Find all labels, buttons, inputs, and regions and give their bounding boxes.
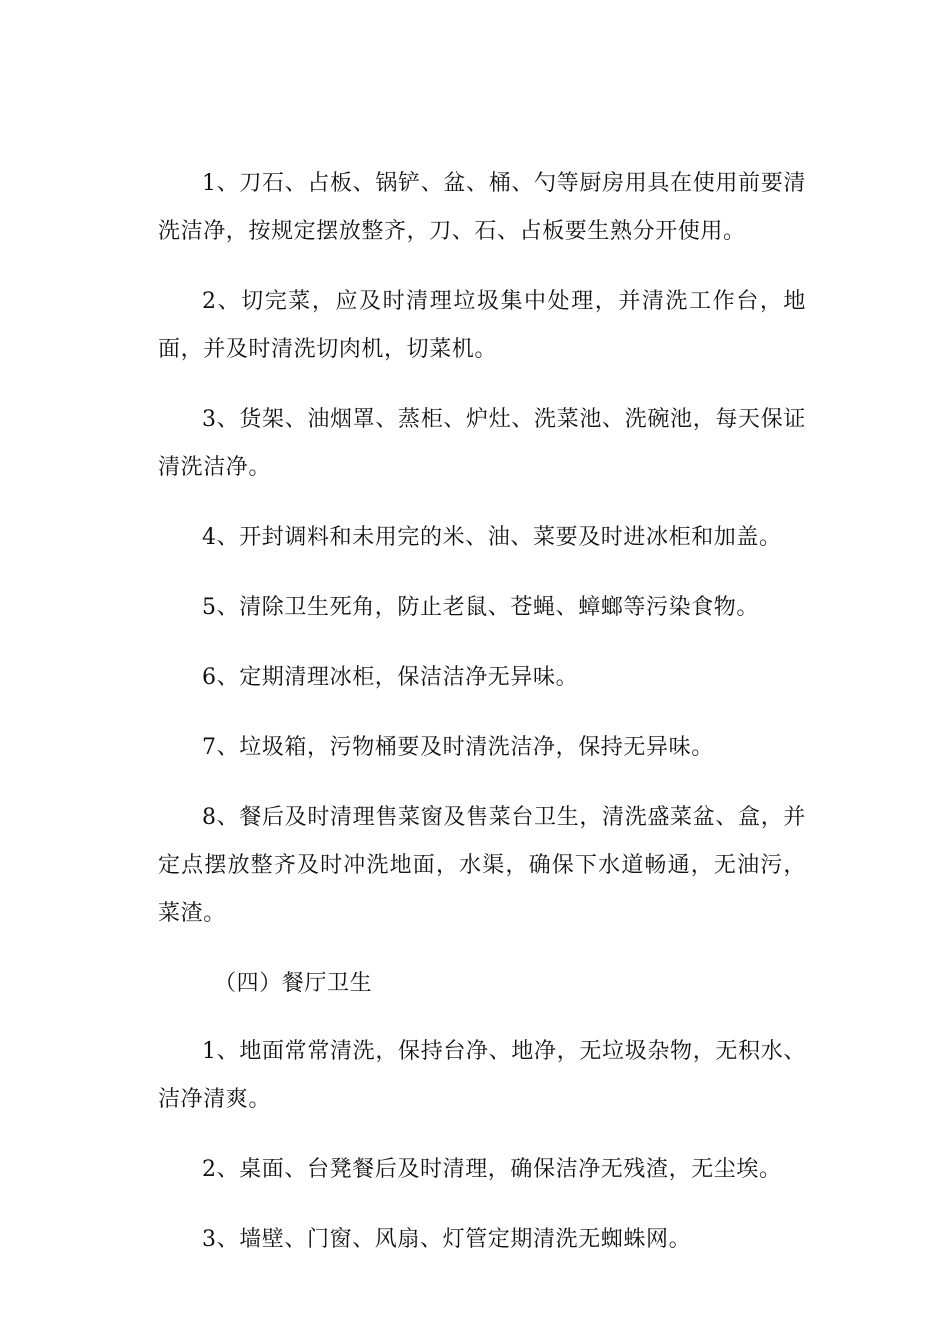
paragraph-kitchen-4: 4、开封调料和未用完的米、油、菜要及时进冰柜和加盖。 — [202, 525, 782, 550]
section-heading: （四）餐厅卫生 — [214, 971, 373, 996]
paragraph-kitchen-6: 6、定期清理冰柜，保洁洁净无异味。 — [202, 665, 579, 690]
paragraph-dining-3: 3、墙壁、门窗、风扇、灯管定期清洗无蜘蛛网。 — [202, 1227, 692, 1252]
paragraph-dining-2: 2、桌面、台凳餐后及时清理，确保洁净无残渣，无尘埃。 — [202, 1157, 782, 1182]
paragraph-kitchen-7: 7、垃圾箱，污物桶要及时清洗洁净，保持无异味。 — [202, 735, 714, 760]
document-page — [158, 160, 806, 1286]
paragraph-kitchen-2: 2、切完菜，应及时清理垃圾集中处理，并清洗工作台，地面，并及时清洗切肉机，切菜机。 — [158, 289, 806, 362]
paragraph-kitchen-1: 1、刀石、占板、锅铲、盆、桶、勺等厨房用具在使用前要清洗洁净，按规定摆放整齐，刀、石、占板要生熟分开使用。 — [158, 171, 806, 244]
paragraph-kitchen-8: 8、餐后及时清理售菜窗及售菜台卫生，清洗盛菜盆、盒，并定点摆放整齐及时冲洗地面，水渠，确保下水道畅通，无油污，菜渣。 — [158, 805, 806, 926]
paragraph-dining-1: 1、地面常常清洗，保持台净、地净，无垃圾杂物，无积水、洁净清爽。 — [158, 1039, 806, 1112]
paragraph-kitchen-3: 3、货架、油烟罩、蒸柜、炉灶、洗菜池、洗碗池，每天保证清洗洁净。 — [158, 407, 806, 480]
paragraph-kitchen-5: 5、清除卫生死角，防止老鼠、苍蝇、蟑螂等污染食物。 — [202, 595, 759, 620]
